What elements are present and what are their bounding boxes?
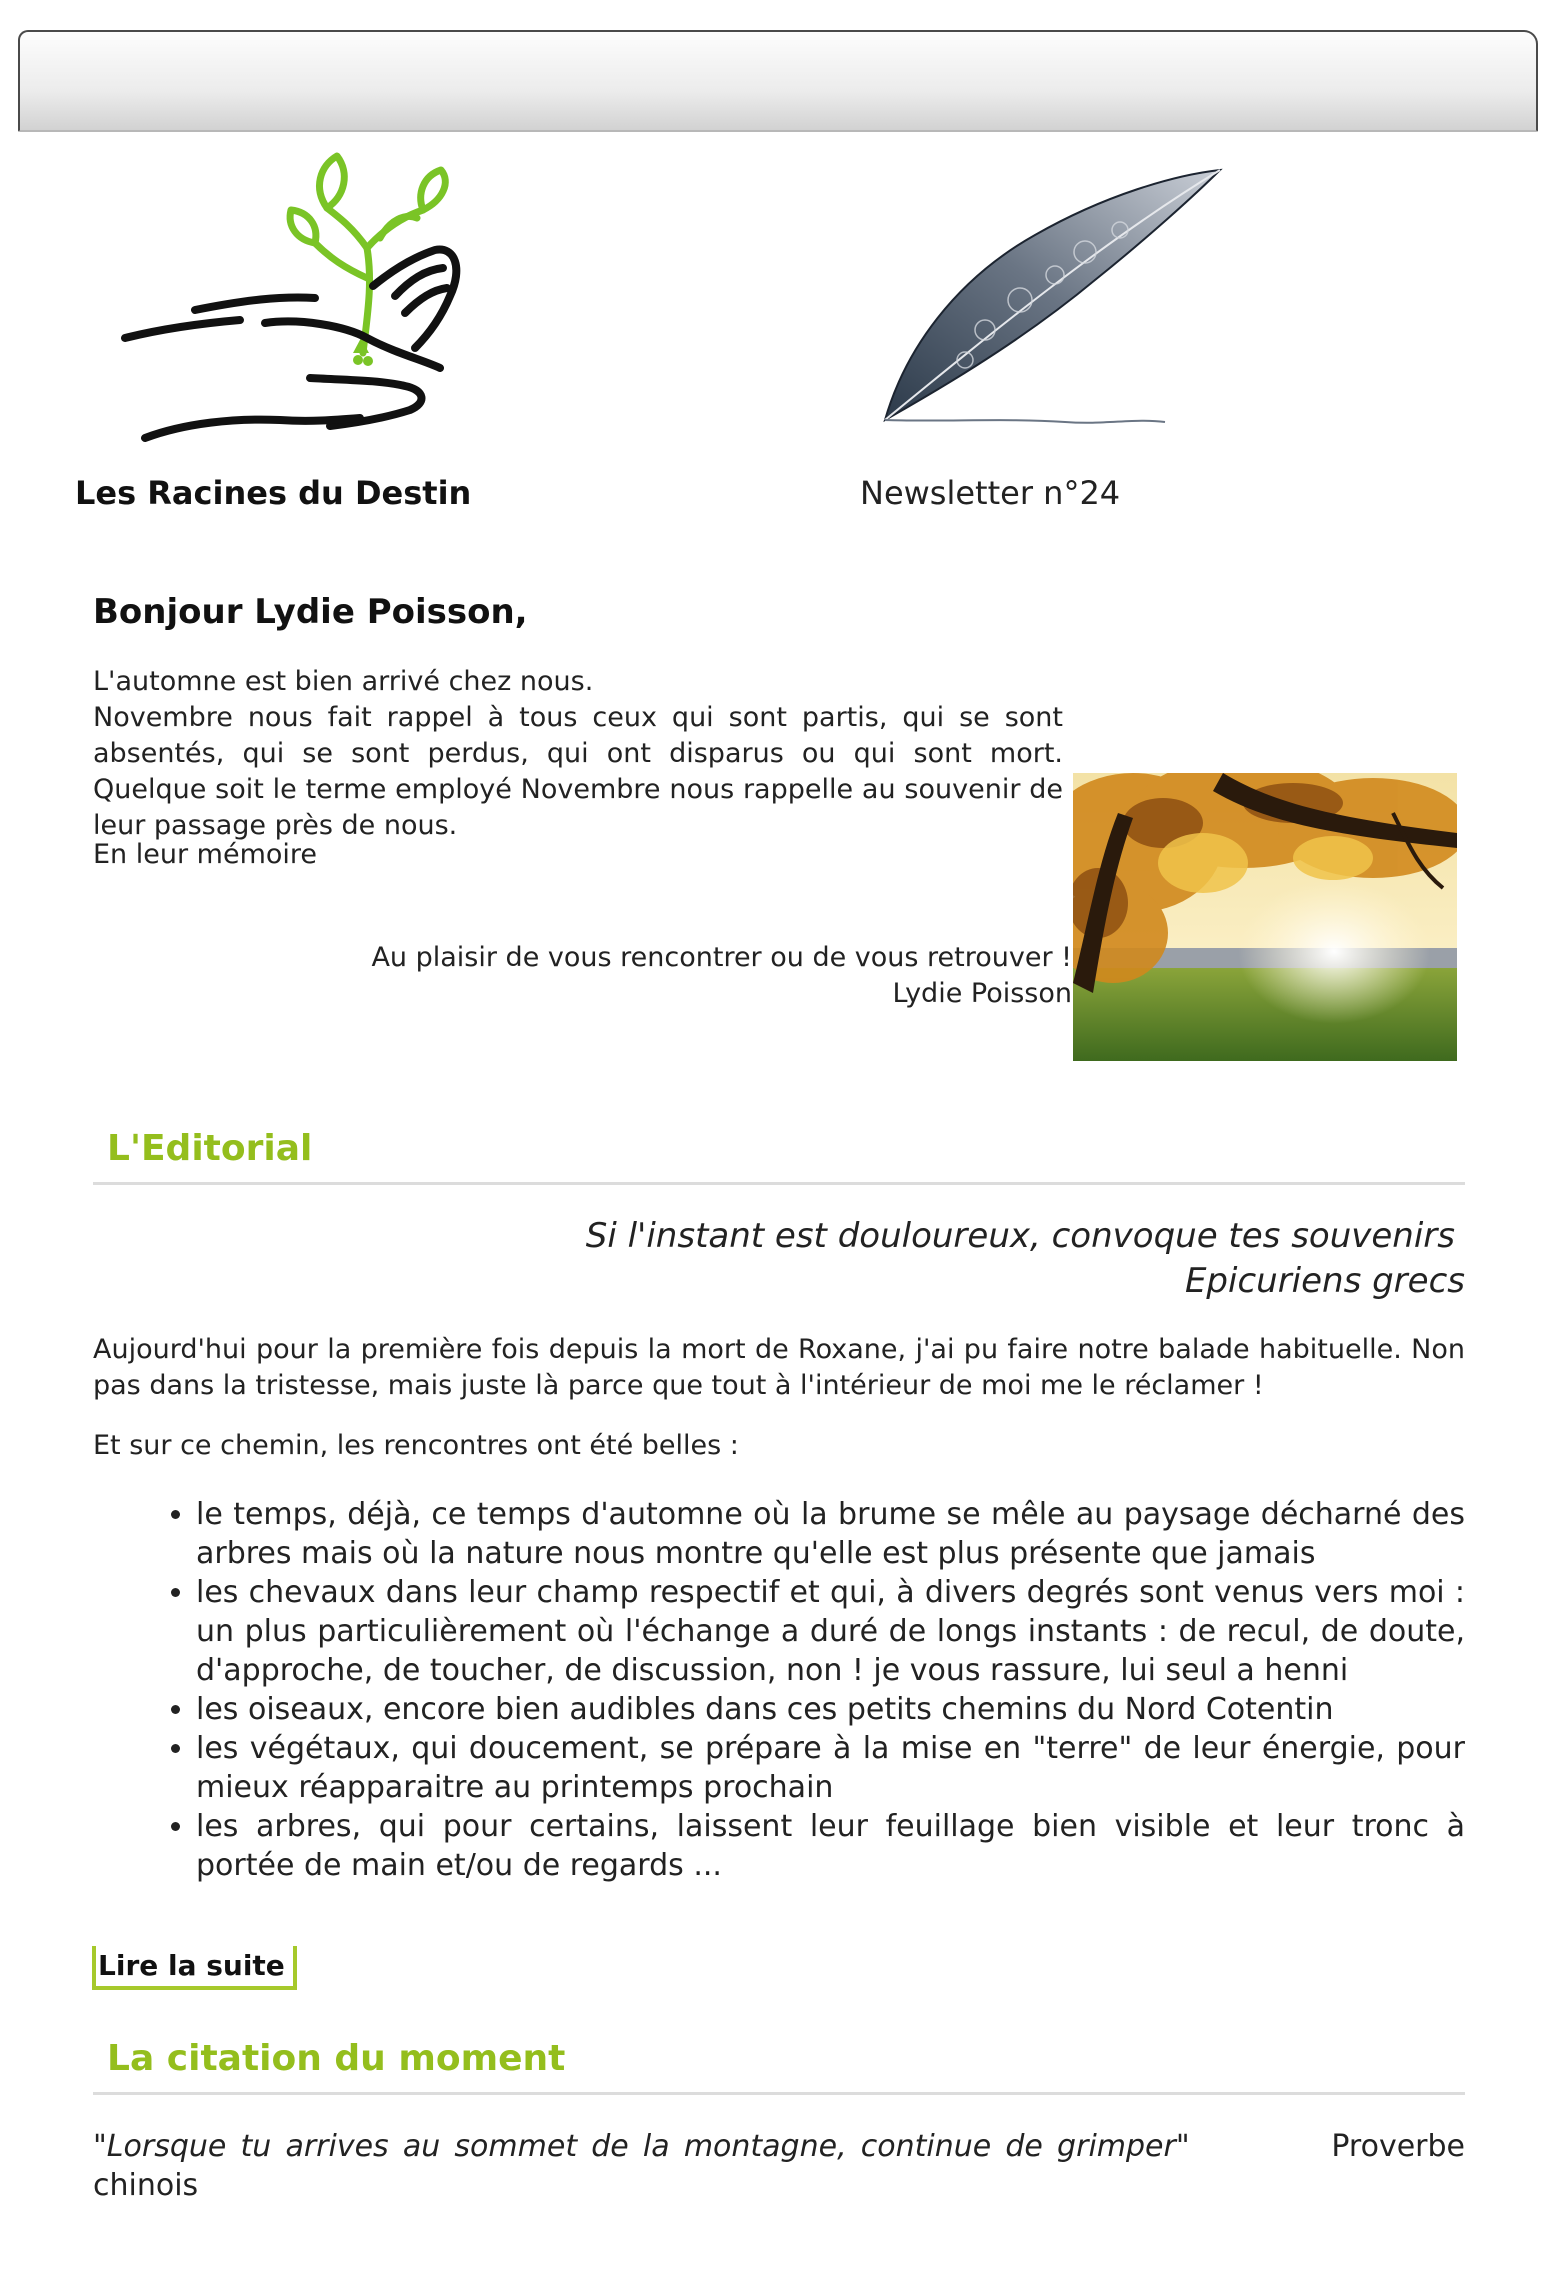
- editorial-title: L'Editorial: [107, 1128, 313, 1169]
- list-item: • les oiseaux, encore bien audibles dans ces petits chemins du Nord Cotentin: [196, 1690, 1465, 1729]
- list-item: • les arbres, qui pour certains, laissent leur feuillage bien visible et leur tronc à portée de main et/ou de regards ...: [196, 1807, 1465, 1885]
- signature: Lydie Poisson: [892, 978, 1072, 1009]
- greeting: Bonjour Lydie Poisson,: [93, 592, 528, 632]
- citation-quote: "Lorsque tu arrives au sommet de la montagne, continue de grimper": [93, 2129, 1190, 2164]
- editorial-text: Aujourd'hui pour la première fois depuis la mort de Roxane, j'ai pu faire notre balade habituelle. Non pas dans la tristesse, mais juste là parce que tout à l'intérieur de moi me le réclamer !: [93, 1334, 1465, 1401]
- intro-line: Novembre nous fait rappel à tous ceux qui sont partis, qui se sont absentés, qui se sont perdus, qui ont disparus ou qui sont mort. Quelque soit le terme employé Novembre nous rappelle au souvenir de leur passage près de nous.: [93, 702, 1063, 841]
- citation-source: Proverbe chinois: [93, 2129, 1465, 2203]
- editorial-text: Et sur ce chemin, les rencontres ont été belles :: [93, 1430, 739, 1461]
- browser-top-bar: [18, 30, 1538, 132]
- section-divider: [93, 1182, 1465, 1185]
- memory-line: En leur mémoire: [93, 839, 318, 870]
- newsletter-number: Newsletter n°24: [860, 474, 1121, 512]
- list-item: • le temps, déjà, ce temps d'automne où la brume se mêle au paysage décharné des arbres mais où la nature nous montre qu'elle est plus présente que jamais: [196, 1495, 1465, 1573]
- citation-block: [93, 2127, 1465, 2205]
- editorial-quote: Si l'instant est douloureux, convoque tes souvenirs: [585, 1216, 1455, 1256]
- feather-quill-image: [845, 160, 1245, 435]
- intro-line: L'automne est bien arrivé chez nous.: [93, 666, 594, 697]
- read-more-button[interactable]: Lire la suite: [92, 1946, 297, 1990]
- brand-name: Les Racines du Destin: [75, 474, 472, 512]
- section-divider: [93, 2092, 1465, 2095]
- citation-title: La citation du moment: [107, 2038, 566, 2079]
- autumn-tree-photo: [1073, 773, 1457, 1061]
- editorial-paragraph: [93, 1332, 1465, 1404]
- signoff-text: Au plaisir de vous rencontrer ou de vous retrouver !: [371, 942, 1072, 973]
- list-item: • les chevaux dans leur champ respectif et qui, à divers degrés sont venus vers moi : un plus particulièrement où l'échange a duré de longs instants : de recul, de doute, d'approche, de toucher, de discussion, non ! je vous rassure, lui seul a henni: [196, 1573, 1465, 1690]
- editorial-paragraph: [93, 1428, 1465, 1464]
- signoff: [300, 940, 1072, 1012]
- editorial-bullet-list: [120, 1495, 1465, 1885]
- list-item: • les végétaux, qui doucement, se prépare à la mise en "terre" de leur énergie, pour mieux réapparaitre au printemps prochain: [196, 1729, 1465, 1807]
- editorial-quote-author: Epicuriens grecs: [1184, 1261, 1465, 1301]
- sprout-hand-logo: [105, 148, 505, 458]
